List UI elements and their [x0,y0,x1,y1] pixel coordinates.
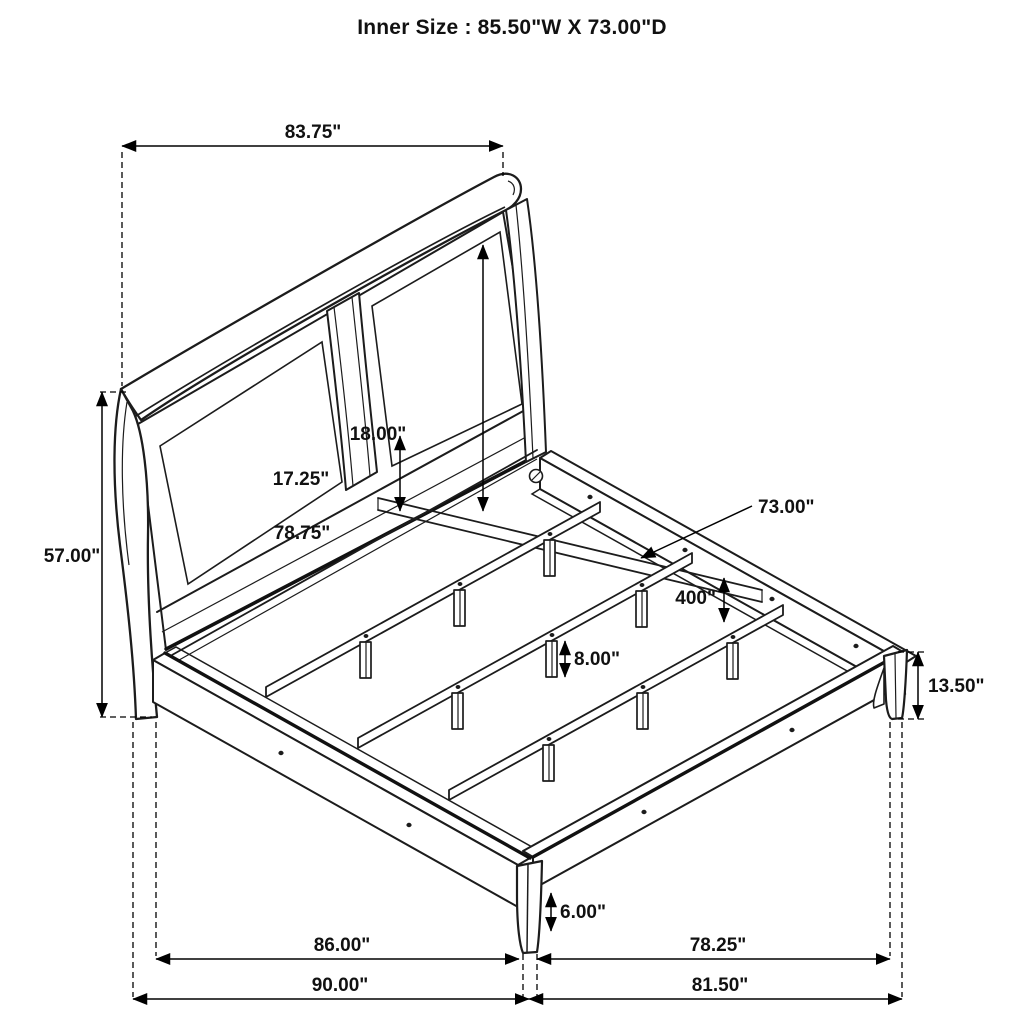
dim-foot-corner-height [898,652,985,719]
dim-front-leg-height [551,893,606,931]
dim-label: 78.75" [273,523,331,544]
front-leg [517,861,542,953]
dim-base-span-outer [133,975,529,999]
dim-label: 90.00" [311,975,369,996]
foot-rail-outer-face [533,652,903,889]
foot-rail-top-face [523,646,903,857]
dim-label: 13.50" [928,676,985,697]
dim-label: 78.25" [689,935,747,956]
dim-label: 81.50" [691,975,749,996]
dim-label: 73.00" [758,497,815,518]
dim-label: 86.00" [313,935,371,956]
dim-base-span-inner [156,935,519,959]
dim-label: 18.00" [349,424,407,445]
right-rail-top-face [540,451,916,663]
dim-label: 6.00" [560,902,606,923]
page-title: Inner Size : 85.50"W X 73.00"D [357,16,667,39]
foot-rail [523,646,903,889]
sleigh-headboard [114,174,546,719]
dim-label: 17.25" [272,469,330,490]
dim-side-span-outer [529,975,902,999]
dim-label: 57.00" [43,546,101,567]
dim-side-span-inner [537,935,890,959]
dim-headboard-lower-width [274,523,331,544]
dim-label: 8.00" [574,649,620,670]
dim-label: 400" [675,588,716,609]
dim-label: 83.75" [284,122,342,143]
dim-support-leg-height [565,641,620,677]
